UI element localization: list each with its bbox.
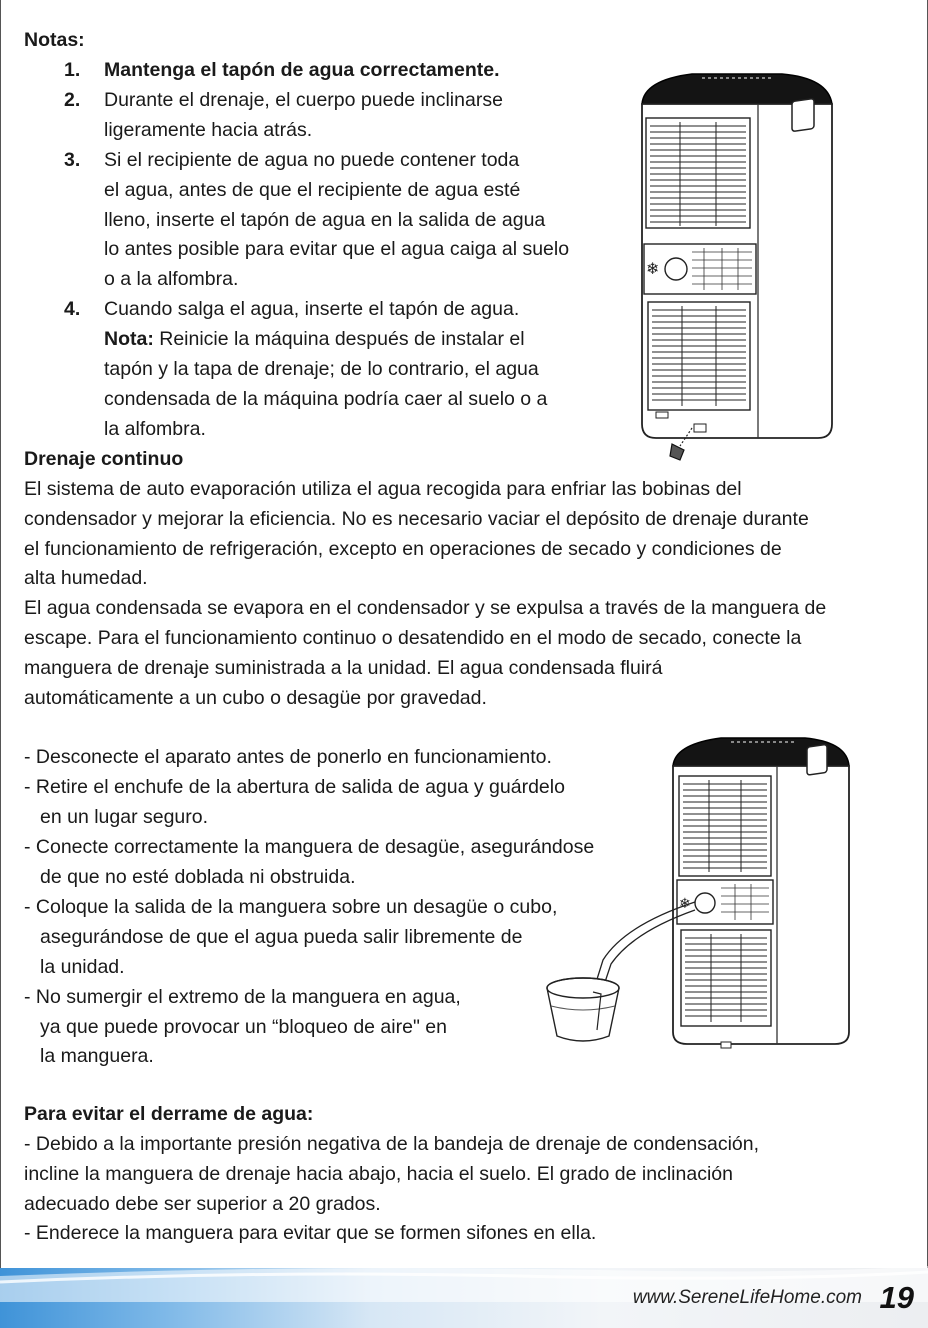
note-4-number: 4. — [64, 298, 81, 320]
continuous-p2-line-2: escape. Para el funcionamiento continuo o desatendido en el modo de secado, conecte la — [24, 627, 802, 649]
step-5-line-2: ya que puede provocar un “bloqueo de aire" en — [40, 1016, 447, 1038]
svg-text:❄: ❄ — [646, 259, 660, 278]
spill-heading: Para evitar el derrame de agua: — [24, 1103, 314, 1125]
continuous-p2-line-1: El agua condensada se evapora en el condensador y se expulsa a través de la manguera de — [24, 597, 827, 619]
note-1-text: Mantenga el tapón de agua correctamente. — [104, 59, 500, 81]
spill-line-4: - Enderece la manguera para evitar que se formen sifones en ella. — [24, 1222, 597, 1244]
note-4-line-4: condensada de la máquina podría caer al suelo o a — [104, 388, 548, 410]
note-4-line-5: la alfombra. — [104, 418, 206, 440]
spill-line-2: incline la manguera de drenaje hacia abajo, hacia el suelo. El grado de inclinación — [24, 1163, 733, 1185]
air-conditioner-drain-hose-illustration — [545, 730, 855, 1060]
step-4-line-3: la unidad. — [40, 956, 125, 978]
spill-line-1: - Debido a la importante presión negativa de la bandeja de drenaje de condensación, — [24, 1133, 760, 1155]
continuous-p1-line-4: alta humedad. — [24, 567, 148, 589]
note-4-line-2 — [104, 324, 525, 354]
air-conditioner-drain-plug-illustration — [632, 66, 842, 466]
spill-line-3: adecuado debe ser superior a 20 grados. — [24, 1193, 381, 1215]
page-border-left — [0, 0, 1, 1328]
continuous-p1-line-1: El sistema de auto evaporación utiliza el agua recogida para enfriar las bobinas del — [24, 478, 742, 500]
continuous-p2-line-4: automáticamente a un cubo o desagüe por gravedad. — [24, 687, 487, 709]
note-1-number: 1. — [64, 59, 81, 81]
note-3-line-1: Si el recipiente de agua no puede contener toda — [104, 149, 520, 171]
step-4-line-2: asegurándose de que el agua pueda salir libremente de — [40, 926, 523, 948]
continuous-p2-line-3: manguera de drenaje suministrada a la unidad. El agua condensada fluirá — [24, 657, 663, 679]
continuous-p1-line-2: condensador y mejorar la eficiencia. No es necesario vaciar el depósito de drenaje durante — [24, 508, 809, 530]
step-3-line-2: de que no esté doblada ni obstruida. — [40, 866, 356, 888]
note-2-line-1: Durante el drenaje, el cuerpo puede inclinarse — [104, 89, 503, 111]
footer-url: www.SereneLifeHome.com — [632, 1287, 862, 1308]
svg-text:❄: ❄ — [679, 896, 691, 912]
note-3-line-2: el agua, antes de que el recipiente de agua esté — [104, 179, 521, 201]
step-5-line-1: - No sumergir el extremo de la manguera en agua, — [24, 986, 461, 1008]
notes-heading: Notas: — [24, 29, 85, 51]
continuous-p1-line-3: el funcionamiento de refrigeración, excepto en operaciones de secado y condiciones de — [24, 538, 782, 560]
step-2-line-2: en un lugar seguro. — [40, 806, 209, 828]
step-2-line-1: - Retire el enchufe de la abertura de salida de agua y guárdelo — [24, 776, 565, 798]
note-3-line-3: lleno, inserte el tapón de agua en la salida de agua — [104, 209, 546, 231]
note-4-line-2-text: Reinicie la máquina después de instalar el — [153, 328, 525, 350]
note-2-number: 2. — [64, 89, 81, 111]
note-label: Nota: — [104, 328, 154, 350]
step-1: - Desconecte el aparato antes de ponerlo en funcionamiento. — [24, 746, 552, 768]
note-3-line-4: lo antes posible para evitar que el agua caiga al suelo — [104, 238, 570, 260]
note-2-line-2: ligeramente hacia atrás. — [104, 119, 313, 141]
step-3-line-1: - Conecte correctamente la manguera de desagüe, asegurándose — [24, 836, 595, 858]
continuous-drain-heading: Drenaje continuo — [24, 448, 184, 470]
step-5-line-3: la manguera. — [40, 1045, 154, 1067]
note-3-number: 3. — [64, 149, 81, 171]
page-number: 19 — [879, 1280, 914, 1315]
note-4-line-3: tapón y la tapa de drenaje; de lo contrario, el agua — [104, 358, 539, 380]
note-4-line-1: Cuando salga el agua, inserte el tapón de agua. — [104, 298, 520, 320]
step-4-line-1: - Coloque la salida de la manguera sobre un desagüe o cubo, — [24, 896, 558, 918]
note-3-line-5: o a la alfombra. — [104, 268, 239, 290]
